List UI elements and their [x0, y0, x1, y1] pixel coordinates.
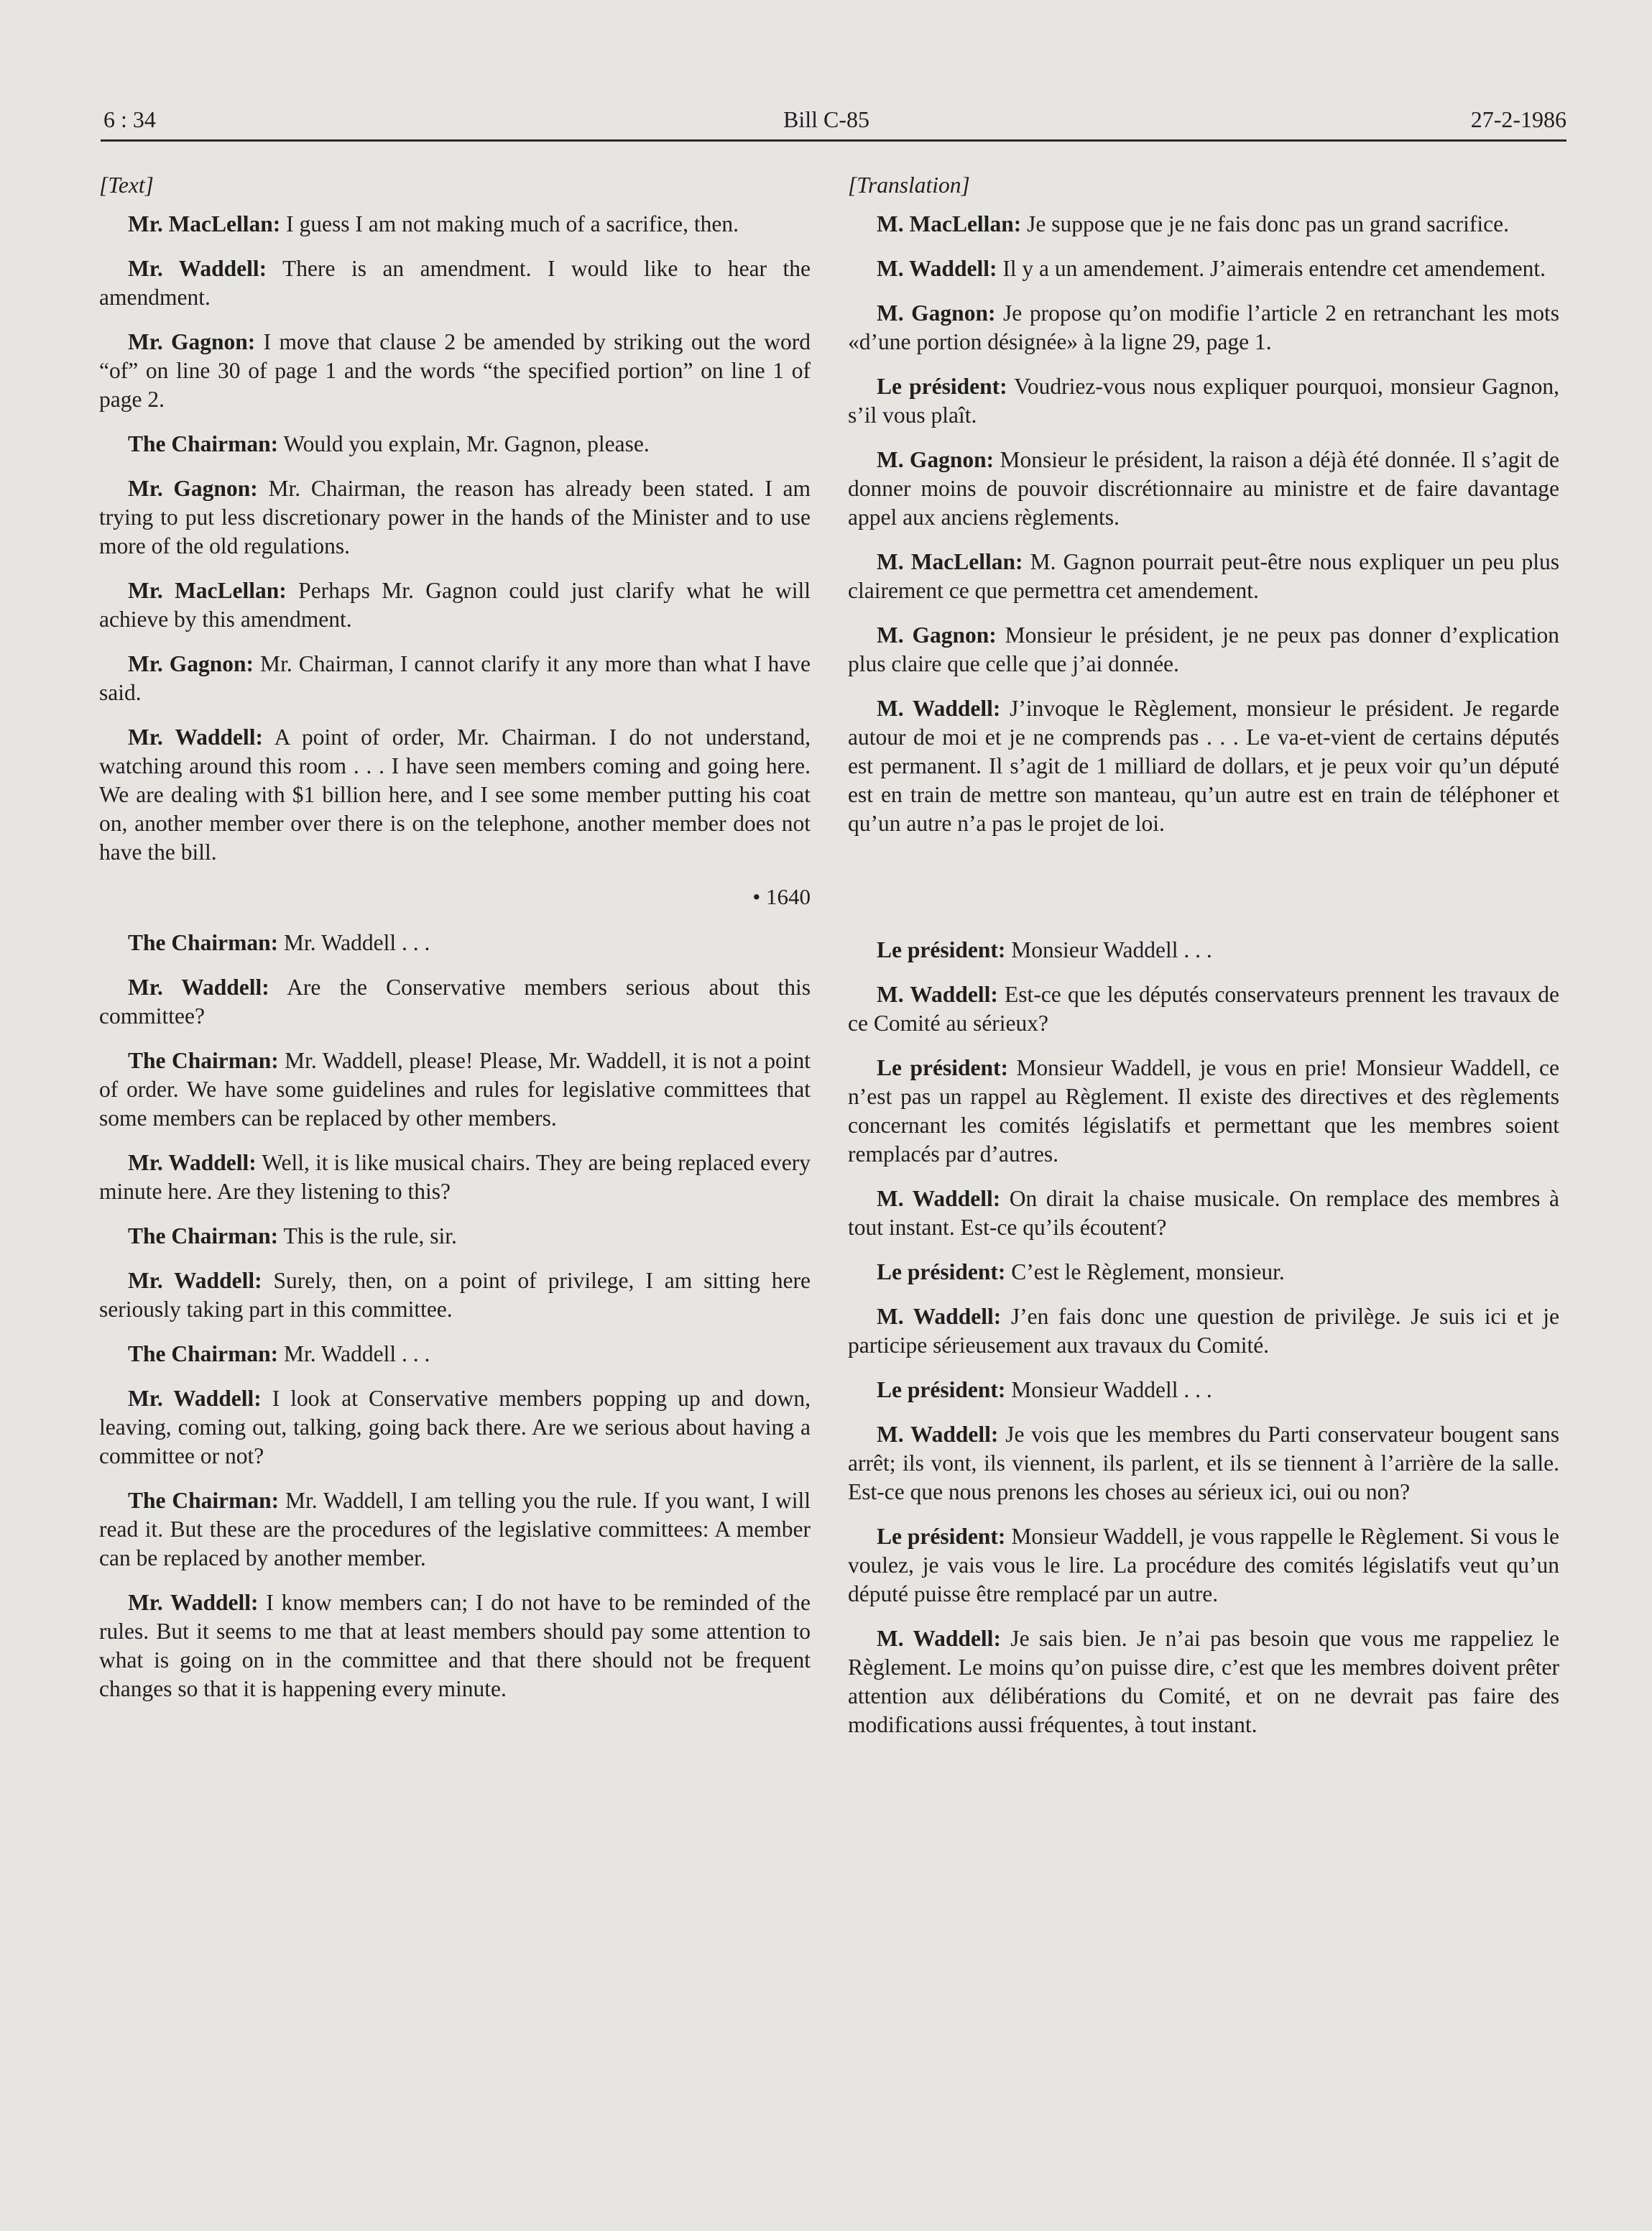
speaker-name: M. Waddell: — [877, 256, 997, 281]
speaker-name: Mr. Waddell: — [128, 1386, 262, 1411]
speaker-name: The Chairman: — [128, 930, 279, 955]
speech-text: Je suppose que je ne fais donc pas un grand sacrifice. — [1021, 211, 1509, 236]
french-paragraphs — [848, 210, 1559, 838]
speech-paragraph — [99, 576, 811, 634]
speech-text: Mr. Waddell . . . — [278, 930, 430, 955]
speech-text: J’en fais donc une question de privilège. Je suis ici et je participe sérieusement aux travaux du Comité. — [848, 1304, 1559, 1358]
speech-text: I look at Conservative members popping up and down, leaving, coming out, talking, going back there. Are we serious about having a committee or not? — [99, 1386, 811, 1468]
speech-paragraph — [848, 936, 1559, 965]
speaker-name: Mr. Gagnon: — [128, 651, 254, 676]
speech-paragraph — [99, 929, 811, 957]
speaker-name: Le président: — [877, 1055, 1008, 1080]
speech-text: Voudriez-vous nous expliquer pourquoi, monsieur Gagnon, s’il vous plaît. — [848, 374, 1559, 428]
speech-paragraph — [99, 1222, 811, 1251]
speech-paragraph — [99, 1340, 811, 1368]
speech-text: C’est le Règlement, monsieur. — [1005, 1259, 1285, 1284]
header-date: 27-2-1986 — [1470, 106, 1566, 132]
speech-paragraph — [848, 1302, 1559, 1360]
speech-paragraph — [848, 694, 1559, 838]
speaker-name: Le président: — [877, 374, 1007, 399]
speech-paragraph — [99, 1384, 811, 1471]
speech-paragraph — [848, 1184, 1559, 1242]
speaker-name: Mr. Waddell: — [128, 975, 269, 1000]
speech-text: I move that clause 2 be amended by striking out the word “of” on line 30 of page 1 and the words “the specified portion” on line 1 of page 2. — [99, 329, 811, 412]
speaker-name: Mr. Gagnon: — [128, 329, 256, 354]
speech-paragraph — [99, 474, 811, 561]
speaker-name: The Chairman: — [128, 1341, 279, 1366]
speech-text: Je sais bien. Je n’ai pas besoin que vous me rappeliez le Règlement. Le moins qu’on puisse dire, c’est que les membres doivent prêter attention aux délibérations du Comité, et on ne devrait pas faire des modifications aussi fréquentes, à tout instant. — [848, 1626, 1560, 1737]
speaker-name: M. Gagnon: — [877, 300, 996, 326]
speech-text: J’invoque le Règlement, monsieur le président. Je regarde autour de moi et je ne comprends pas . . . Le va-et-vient de certains députés est permanent. Il s’agit de 1 milliard de dollars, et je peux voir qu’un député est en train de mettre son manteau, qu’un autre est en train de téléphoner et qu’un autre n’a pas le projet de loi. — [848, 696, 1559, 836]
speech-paragraph — [848, 1420, 1559, 1506]
speaker-name: Mr. MacLellan: — [128, 578, 287, 603]
speech-paragraph — [848, 254, 1559, 283]
speaker-name: M. Gagnon: — [877, 622, 997, 648]
speaker-name: Mr. Waddell: — [128, 256, 267, 281]
speech-paragraph — [99, 1046, 811, 1133]
speech-text: Monsieur Waddell . . . — [1005, 937, 1212, 962]
speech-paragraph — [848, 1054, 1559, 1169]
speech-text: Mr. Chairman, the reason has already been stated. I am trying to put less discretionary power in the hands of the Minister and to use more of the old regulations. — [99, 476, 811, 558]
speech-paragraph — [848, 1624, 1559, 1739]
speech-text: Mr. Chairman, I cannot clarify it any more than what I have said. — [99, 651, 811, 705]
speaker-name: M. MacLellan: — [877, 549, 1023, 574]
speaker-name: M. Waddell: — [877, 982, 998, 1007]
speaker-name: Mr. Waddell: — [128, 1150, 257, 1175]
french-paragraphs-continued — [848, 936, 1559, 1739]
speech-paragraph — [99, 1149, 811, 1206]
speech-paragraph — [99, 254, 811, 312]
speech-paragraph — [99, 210, 811, 239]
speech-text: Well, it is like musical chairs. They are being replaced every minute here. Are they listening to this? — [99, 1150, 811, 1204]
english-language-tag: [Text] — [99, 172, 154, 198]
speech-text: Would you explain, Mr. Gagnon, please. — [278, 431, 650, 456]
column-gap — [848, 854, 1559, 936]
speech-paragraph — [848, 1376, 1559, 1404]
speech-text: Monsieur Waddell, je vous en prie! Monsieur Waddell, ce n’est pas un rappel au Règlement. Il existe des directives et des règlements concernant les comités législatifs et permettant que les membres soient remplacés par d’autres. — [848, 1055, 1559, 1167]
speech-text: M. Gagnon pourrait peut-être nous expliquer un peu plus clairement ce que permettra cet amendement. — [848, 549, 1559, 603]
speech-text: Je propose qu’on modifie l’article 2 en retranchant les mots «d’une portion désignée» à la ligne 29, page 1. — [848, 300, 1559, 354]
speech-text: Monsieur le président, la raison a déjà été donnée. Il s’agit de donner moins de pouvoir discrétionnaire au ministre et de faire davantage appel aux anciens règlements. — [848, 447, 1559, 530]
speech-text: There is an amendment. I would like to hear the amendment. — [99, 256, 811, 310]
speech-paragraph — [848, 1522, 1559, 1609]
speech-text: This is the rule, sir. — [278, 1223, 457, 1248]
speech-text: Are the Conservative members serious about this committee? — [99, 975, 811, 1029]
speaker-name: Mr. MacLellan: — [128, 211, 281, 236]
speaker-name: Mr. Waddell: — [128, 724, 264, 750]
speech-paragraph — [848, 621, 1559, 678]
speech-paragraph — [848, 446, 1559, 532]
speech-text: Est-ce que les députés conservateurs prennent les travaux de ce Comité au sérieux? — [848, 982, 1560, 1036]
speaker-name: Mr. Waddell: — [128, 1590, 259, 1615]
speaker-name: Mr. Gagnon: — [128, 476, 258, 501]
speech-text: I guess I am not making much of a sacrifice, then. — [280, 211, 739, 236]
speech-paragraph — [99, 973, 811, 1031]
speech-paragraph — [848, 299, 1559, 356]
running-header — [101, 106, 1566, 141]
french-language-tag: [Translation] — [848, 172, 970, 198]
speaker-name: M. Waddell: — [877, 1626, 1001, 1651]
speech-text: Mr. Waddell, please! Please, Mr. Waddell, it is not a point of order. We have some guidelines and rules for legislative committees that some members can be replaced by other members. — [99, 1048, 811, 1131]
speech-text: Je vois que les membres du Parti conservateur bougent sans arrêt; ils vont, ils viennent, ils parlent, et ils se tiennent à l’arrière de la salle. Est-ce que nous prenons les choses au sérieux ici, oui ou non? — [848, 1422, 1559, 1504]
english-paragraphs — [99, 210, 811, 867]
page-number: 6 : 34 — [103, 106, 156, 132]
speaker-name: Le président: — [877, 1524, 1006, 1549]
speech-text: Il y a un amendement. J’aimerais entendre cet amendement. — [997, 256, 1546, 281]
speech-paragraph — [848, 210, 1559, 239]
speech-paragraph — [99, 650, 811, 707]
speaker-name: The Chairman: — [128, 1048, 279, 1073]
speech-text: On dirait la chaise musicale. On remplace des membres à tout instant. Est-ce qu’ils écoutent? — [848, 1186, 1559, 1240]
bill-title: Bill C-85 — [783, 106, 870, 132]
speaker-name: M. Gagnon: — [877, 447, 995, 472]
speech-paragraph — [848, 980, 1559, 1038]
speech-paragraph — [848, 1258, 1559, 1287]
speaker-name: The Chairman: — [128, 1223, 279, 1248]
speech-text: Surely, then, on a point of privilege, I am sitting here seriously taking part in this committee. — [99, 1268, 811, 1322]
speech-paragraph — [99, 328, 811, 414]
speech-paragraph — [99, 723, 811, 867]
english-column — [99, 171, 811, 1719]
speaker-name: M. Waddell: — [877, 696, 1001, 721]
speaker-name: Mr. Waddell: — [128, 1268, 262, 1293]
speaker-name: Le président: — [877, 1377, 1006, 1402]
header-rule — [101, 139, 1566, 142]
english-paragraphs-continued — [99, 929, 811, 1703]
french-column — [848, 171, 1559, 1755]
speech-paragraph — [99, 430, 811, 459]
speech-text: Mr. Waddell . . . — [278, 1341, 430, 1366]
speech-text: Monsieur Waddell, je vous rappelle le Règlement. Si vous le voulez, je vais vous le lire. La procédure des comités législatifs veut qu’un député puisse être remplacé par un autre. — [848, 1524, 1560, 1606]
speaker-name: The Chairman: — [128, 1488, 280, 1513]
speech-paragraph — [848, 372, 1559, 430]
speech-text: Perhaps Mr. Gagnon could just clarify what he will achieve by this amendment. — [99, 578, 811, 632]
speech-text: Mr. Waddell, I am telling you the rule. If you want, I will read it. But these are the procedures of the legislative committees: A member can be replaced by another member. — [99, 1488, 811, 1570]
speaker-name: Le président: — [877, 937, 1006, 962]
speech-text: I know members can; I do not have to be reminded of the rules. But it seems to me that at least members should pay some attention to what is going on in the committee and that there should not be frequent changes so that it is happening every minute. — [99, 1590, 811, 1701]
speech-text: Monsieur Waddell . . . — [1005, 1377, 1212, 1402]
speaker-name: Le président: — [877, 1259, 1006, 1284]
speaker-name: M. Waddell: — [877, 1304, 1002, 1329]
speech-text: A point of order, Mr. Chairman. I do not understand, watching around this room . . . I have seen members coming and going here. We are dealing with $1 billion here, and I see some member putting his coat on, another member over there is on the telephone, another member does not have the bill. — [99, 724, 811, 865]
speech-paragraph — [99, 1588, 811, 1703]
speaker-name: M. MacLellan: — [877, 211, 1022, 236]
speech-text: Monsieur le président, je ne peux pas donner d’explication plus claire que celle que j’ai donnée. — [848, 622, 1559, 676]
speech-paragraph — [99, 1266, 811, 1324]
speaker-name: M. Waddell: — [877, 1186, 1001, 1211]
speech-paragraph — [848, 548, 1559, 605]
time-mark: • 1640 — [752, 884, 811, 909]
speech-paragraph — [99, 1486, 811, 1573]
speaker-name: M. Waddell: — [877, 1422, 999, 1447]
speaker-name: The Chairman: — [128, 431, 279, 456]
